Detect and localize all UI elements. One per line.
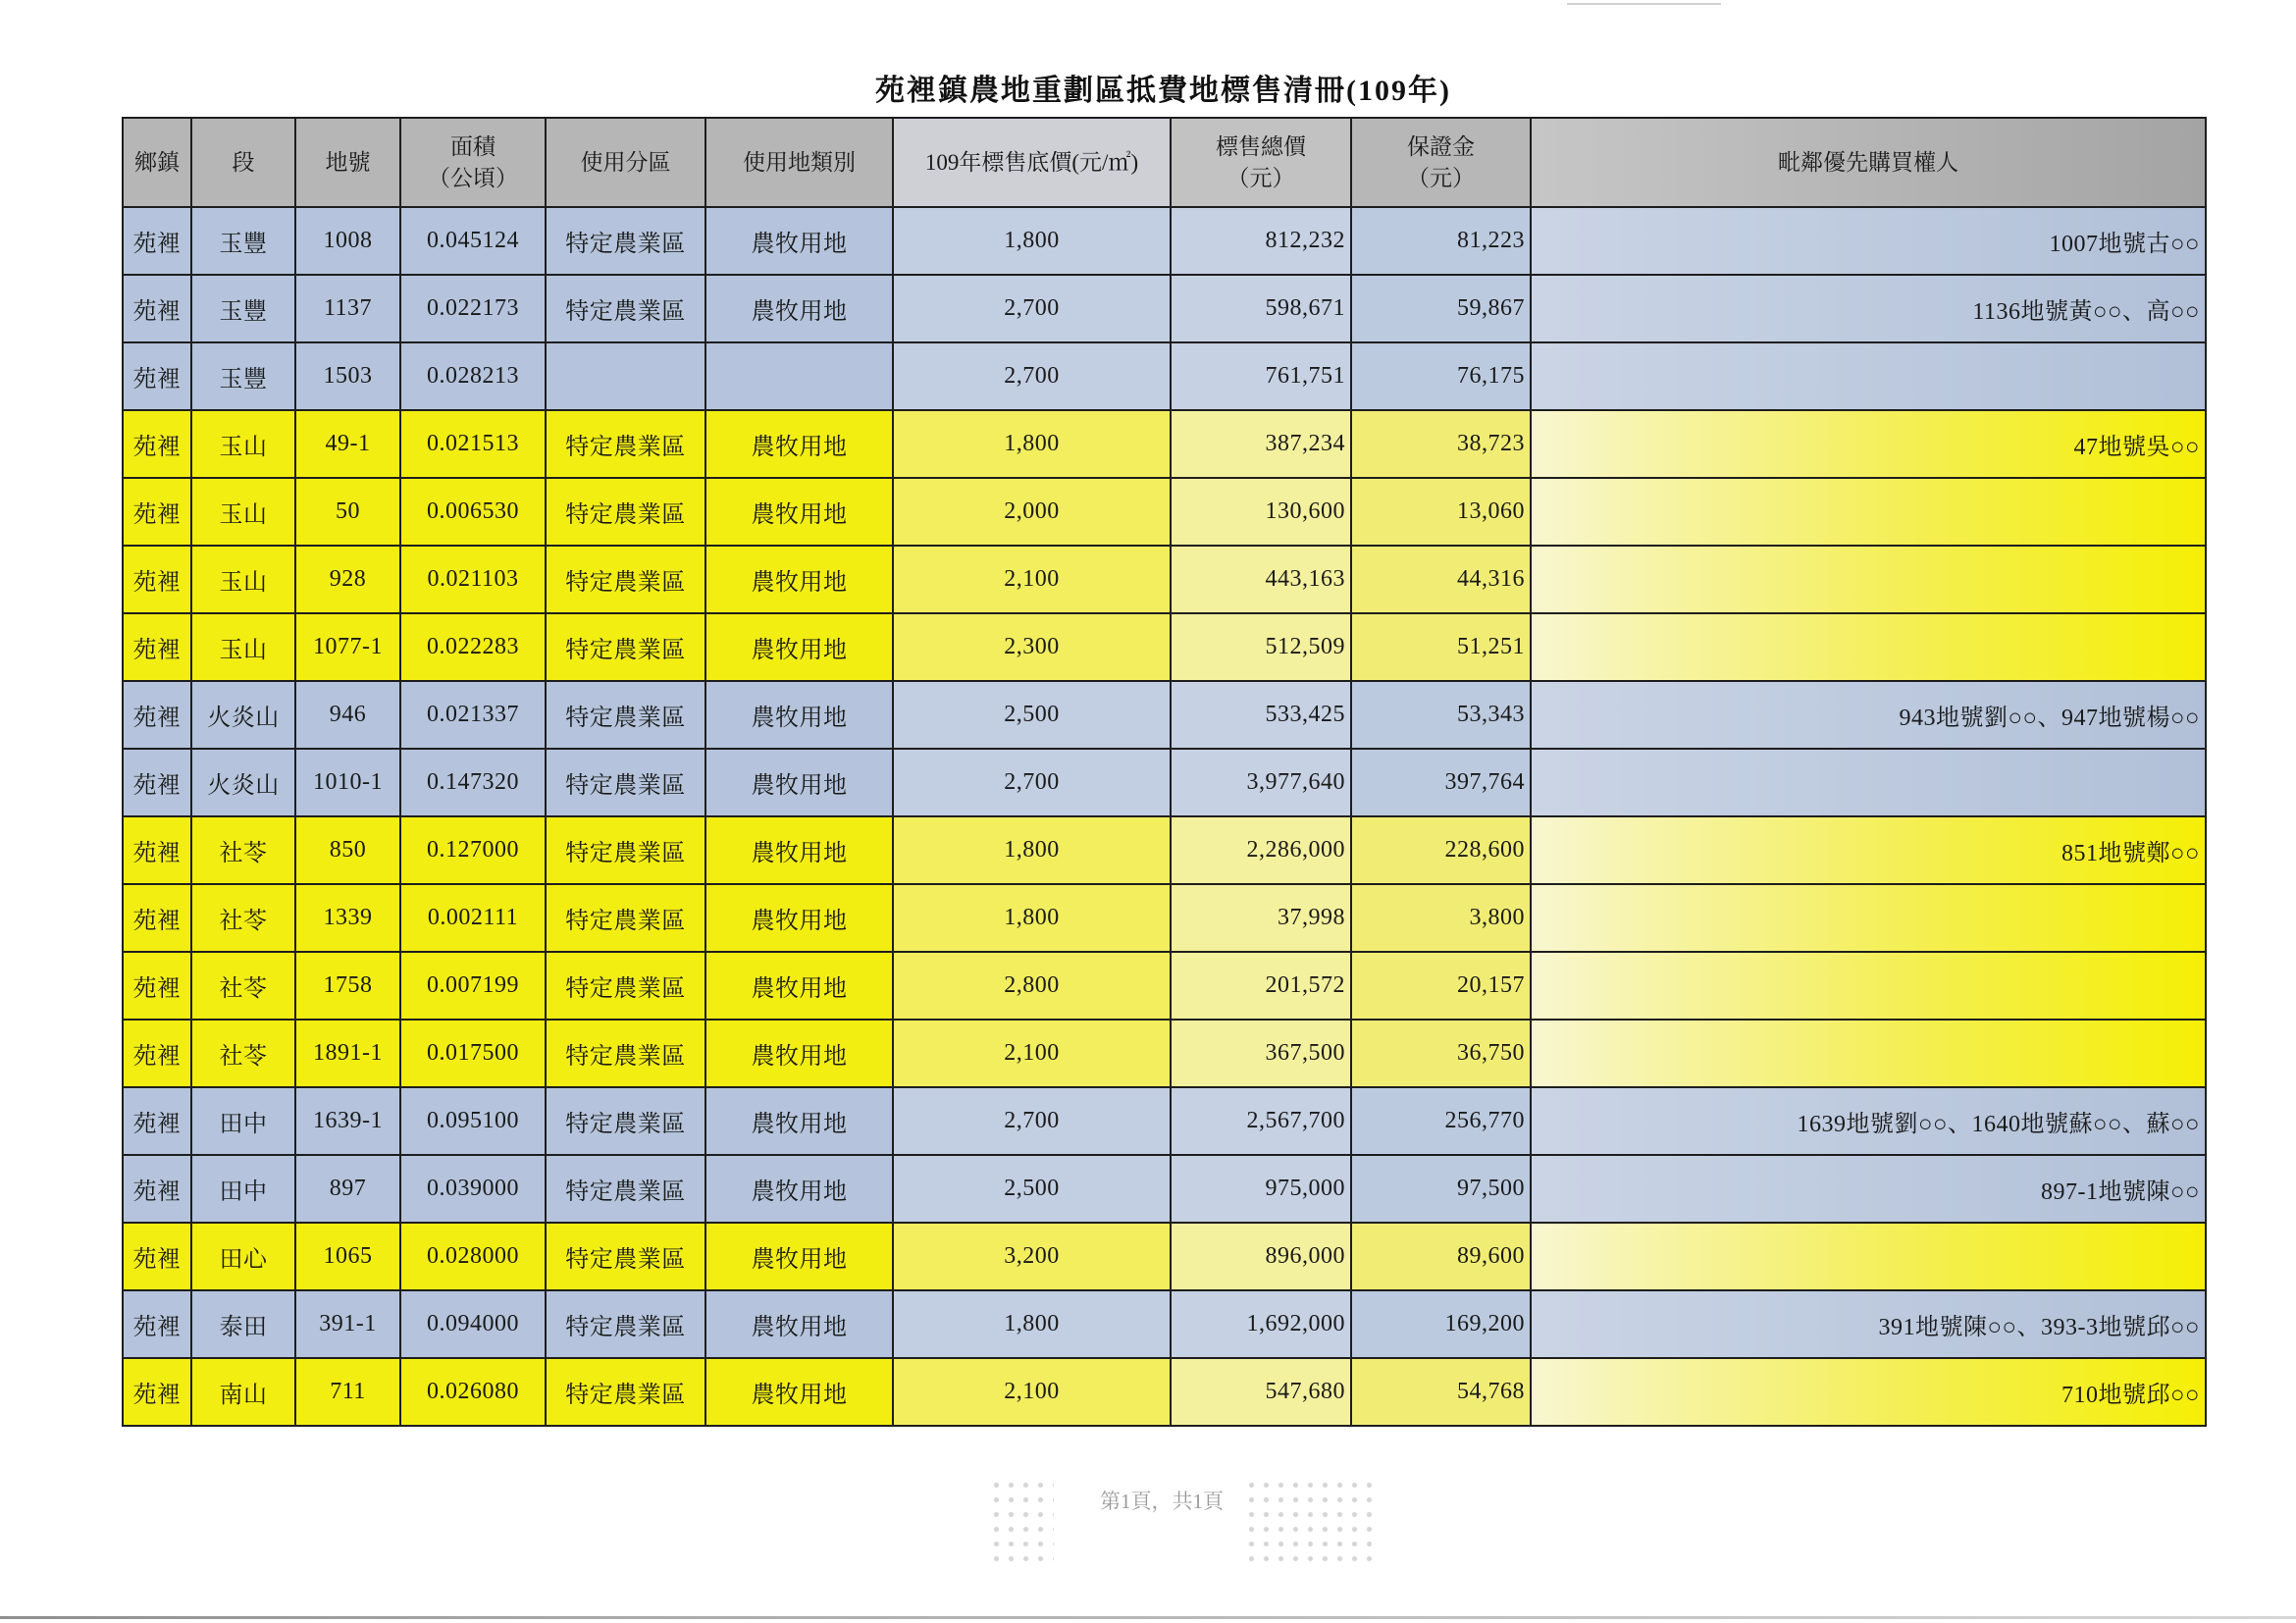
cell-adjacent-priority: 710地號邱○○	[1531, 1358, 2206, 1426]
cell-base-price: 1,800	[893, 816, 1171, 884]
cell-area-ha: 0.095100	[400, 1087, 546, 1155]
cell-deposit: 13,060	[1351, 478, 1531, 546]
header-total-price-label: 標售總價	[1216, 133, 1306, 159]
scan-dot-pattern	[989, 1478, 1054, 1562]
cell-base-price: 3,200	[893, 1223, 1171, 1290]
cell-total-price: 761,751	[1171, 342, 1351, 410]
cell-total-price: 2,567,700	[1171, 1087, 1351, 1155]
cell-zoning: 特定農業區	[546, 1290, 705, 1358]
cell-base-price: 2,300	[893, 613, 1171, 681]
cell-adjacent-priority: 47地號吳○○	[1531, 410, 2206, 478]
cell-total-price: 1,692,000	[1171, 1290, 1351, 1358]
header-area-label: 面積	[450, 133, 496, 159]
cell-deposit: 20,157	[1351, 952, 1531, 1020]
cell-section: 火炎山	[191, 681, 295, 749]
cell-lot-no: 1339	[295, 884, 400, 952]
cell-base-price: 2,800	[893, 952, 1171, 1020]
cell-section: 社苓	[191, 952, 295, 1020]
table-row	[123, 681, 2206, 749]
cell-lot-no: 1010-1	[295, 749, 400, 816]
table-row	[123, 816, 2206, 884]
cell-deposit: 36,750	[1351, 1020, 1531, 1087]
land-sale-register-table	[122, 117, 2207, 1427]
cell-land-use: 農牧用地	[705, 1155, 893, 1223]
cell-area-ha: 0.127000	[400, 816, 546, 884]
cell-deposit: 256,770	[1351, 1087, 1531, 1155]
cell-area-ha: 0.045124	[400, 207, 546, 275]
cell-land-use: 農牧用地	[705, 207, 893, 275]
cell-area-ha: 0.006530	[400, 478, 546, 546]
cell-lot-no: 1891-1	[295, 1020, 400, 1087]
table-row	[123, 1290, 2206, 1358]
cell-land-use: 農牧用地	[705, 613, 893, 681]
cell-base-price: 2,700	[893, 749, 1171, 816]
cell-township: 苑裡	[123, 952, 191, 1020]
cell-section: 社苓	[191, 816, 295, 884]
cell-zoning	[546, 342, 705, 410]
table-row	[123, 410, 2206, 478]
cell-total-price: 512,509	[1171, 613, 1351, 681]
cell-zoning: 特定農業區	[546, 816, 705, 884]
cell-township: 苑裡	[123, 478, 191, 546]
cell-lot-no: 1008	[295, 207, 400, 275]
cell-area-ha: 0.028000	[400, 1223, 546, 1290]
cell-zoning: 特定農業區	[546, 1020, 705, 1087]
cell-adjacent-priority	[1531, 613, 2206, 681]
table-body	[123, 207, 2206, 1426]
cell-lot-no: 850	[295, 816, 400, 884]
cell-land-use: 農牧用地	[705, 478, 893, 546]
cell-base-price: 1,800	[893, 207, 1171, 275]
header-base-price: 109年標售底價(元/㎡)	[893, 118, 1171, 207]
cell-zoning: 特定農業區	[546, 681, 705, 749]
cell-lot-no: 1503	[295, 342, 400, 410]
cell-adjacent-priority: 897-1地號陳○○	[1531, 1155, 2206, 1223]
cell-area-ha: 0.021103	[400, 546, 546, 613]
cell-township: 苑裡	[123, 1223, 191, 1290]
cell-deposit: 51,251	[1351, 613, 1531, 681]
cell-deposit: 3,800	[1351, 884, 1531, 952]
table-row	[123, 613, 2206, 681]
cell-deposit: 44,316	[1351, 546, 1531, 613]
header-deposit	[1351, 118, 1531, 207]
cell-deposit: 38,723	[1351, 410, 1531, 478]
cell-total-price: 3,977,640	[1171, 749, 1351, 816]
cell-lot-no: 391-1	[295, 1290, 400, 1358]
cell-land-use: 農牧用地	[705, 681, 893, 749]
cell-township: 苑裡	[123, 613, 191, 681]
cell-adjacent-priority: 1136地號黃○○、高○○	[1531, 275, 2206, 342]
cell-section: 玉山	[191, 546, 295, 613]
cell-adjacent-priority	[1531, 1020, 2206, 1087]
cell-total-price: 896,000	[1171, 1223, 1351, 1290]
cell-land-use: 農牧用地	[705, 952, 893, 1020]
table-row	[123, 884, 2206, 952]
cell-area-ha: 0.094000	[400, 1290, 546, 1358]
cell-total-price: 533,425	[1171, 681, 1351, 749]
cell-section: 社苓	[191, 884, 295, 952]
header-area	[400, 118, 546, 207]
cell-total-price: 367,500	[1171, 1020, 1351, 1087]
cell-land-use: 農牧用地	[705, 1020, 893, 1087]
cell-deposit: 76,175	[1351, 342, 1531, 410]
cell-area-ha: 0.007199	[400, 952, 546, 1020]
cell-lot-no: 1077-1	[295, 613, 400, 681]
cell-land-use: 農牧用地	[705, 1358, 893, 1426]
cell-land-use: 農牧用地	[705, 884, 893, 952]
cell-zoning: 特定農業區	[546, 1358, 705, 1426]
cell-deposit: 228,600	[1351, 816, 1531, 884]
cell-base-price: 2,700	[893, 342, 1171, 410]
cell-area-ha: 0.021513	[400, 410, 546, 478]
header-land-use: 使用地類別	[705, 118, 893, 207]
cell-section: 田中	[191, 1087, 295, 1155]
cell-adjacent-priority: 851地號鄭○○	[1531, 816, 2206, 884]
cell-lot-no: 49-1	[295, 410, 400, 478]
cell-total-price: 812,232	[1171, 207, 1351, 275]
cell-township: 苑裡	[123, 342, 191, 410]
cell-lot-no: 897	[295, 1155, 400, 1223]
cell-land-use: 農牧用地	[705, 1290, 893, 1358]
cell-section: 田中	[191, 1155, 295, 1223]
cell-land-use: 農牧用地	[705, 546, 893, 613]
header-township: 鄉鎮	[123, 118, 191, 207]
scan-artifact-line	[1567, 3, 1721, 5]
cell-adjacent-priority	[1531, 478, 2206, 546]
table-row	[123, 952, 2206, 1020]
cell-deposit: 59,867	[1351, 275, 1531, 342]
cell-section: 玉山	[191, 613, 295, 681]
cell-total-price: 130,600	[1171, 478, 1351, 546]
cell-township: 苑裡	[123, 1155, 191, 1223]
cell-lot-no: 946	[295, 681, 400, 749]
cell-section: 玉山	[191, 478, 295, 546]
cell-section: 田心	[191, 1223, 295, 1290]
cell-adjacent-priority	[1531, 546, 2206, 613]
cell-township: 苑裡	[123, 1358, 191, 1426]
cell-zoning: 特定農業區	[546, 410, 705, 478]
page-number: 第1頁，共1頁	[1100, 1490, 1224, 1513]
cell-section: 玉豐	[191, 275, 295, 342]
cell-township: 苑裡	[123, 546, 191, 613]
header-section: 段	[191, 118, 295, 207]
cell-base-price: 1,800	[893, 884, 1171, 952]
table-row	[123, 546, 2206, 613]
cell-deposit: 53,343	[1351, 681, 1531, 749]
cell-total-price: 2,286,000	[1171, 816, 1351, 884]
cell-deposit: 97,500	[1351, 1155, 1531, 1223]
cell-area-ha: 0.002111	[400, 884, 546, 952]
cell-area-ha: 0.028213	[400, 342, 546, 410]
cell-township: 苑裡	[123, 410, 191, 478]
cell-base-price: 2,700	[893, 275, 1171, 342]
cell-township: 苑裡	[123, 1290, 191, 1358]
table-row	[123, 1020, 2206, 1087]
cell-section: 南山	[191, 1358, 295, 1426]
table-row	[123, 1155, 2206, 1223]
cell-area-ha: 0.021337	[400, 681, 546, 749]
cell-zoning: 特定農業區	[546, 207, 705, 275]
document-title: 苑裡鎮農地重劃區抵費地標售清冊(109年)	[875, 75, 1451, 107]
cell-adjacent-priority: 391地號陳○○、393-3地號邱○○	[1531, 1290, 2206, 1358]
cell-land-use: 農牧用地	[705, 410, 893, 478]
cell-base-price: 2,000	[893, 478, 1171, 546]
cell-deposit: 397,764	[1351, 749, 1531, 816]
cell-zoning: 特定農業區	[546, 275, 705, 342]
cell-area-ha: 0.022283	[400, 613, 546, 681]
cell-lot-no: 928	[295, 546, 400, 613]
cell-section: 玉山	[191, 410, 295, 478]
cell-land-use: 農牧用地	[705, 275, 893, 342]
cell-lot-no: 1639-1	[295, 1087, 400, 1155]
cell-total-price: 37,998	[1171, 884, 1351, 952]
table-row	[123, 749, 2206, 816]
cell-zoning: 特定農業區	[546, 613, 705, 681]
cell-section: 社苓	[191, 1020, 295, 1087]
header-deposit-label: 保證金	[1407, 133, 1475, 159]
cell-adjacent-priority: 1639地號劉○○、1640地號蘇○○、蘇○○	[1531, 1087, 2206, 1155]
cell-zoning: 特定農業區	[546, 478, 705, 546]
cell-land-use: 農牧用地	[705, 816, 893, 884]
table-row	[123, 1087, 2206, 1155]
cell-base-price: 2,100	[893, 546, 1171, 613]
cell-section: 玉豐	[191, 207, 295, 275]
cell-land-use: 農牧用地	[705, 1087, 893, 1155]
cell-zoning: 特定農業區	[546, 546, 705, 613]
cell-adjacent-priority	[1531, 749, 2206, 816]
cell-section: 泰田	[191, 1290, 295, 1358]
cell-zoning: 特定農業區	[546, 1155, 705, 1223]
header-total-price-unit: （元）	[1226, 165, 1295, 190]
cell-land-use: 農牧用地	[705, 749, 893, 816]
cell-area-ha: 0.147320	[400, 749, 546, 816]
cell-total-price: 547,680	[1171, 1358, 1351, 1426]
cell-zoning: 特定農業區	[546, 884, 705, 952]
cell-township: 苑裡	[123, 884, 191, 952]
cell-deposit: 54,768	[1351, 1358, 1531, 1426]
cell-township: 苑裡	[123, 681, 191, 749]
cell-adjacent-priority	[1531, 952, 2206, 1020]
cell-township: 苑裡	[123, 749, 191, 816]
cell-area-ha: 0.017500	[400, 1020, 546, 1087]
cell-township: 苑裡	[123, 275, 191, 342]
table-row	[123, 342, 2206, 410]
cell-adjacent-priority	[1531, 1223, 2206, 1290]
cell-total-price: 387,234	[1171, 410, 1351, 478]
header-lot-no: 地號	[295, 118, 400, 207]
cell-township: 苑裡	[123, 1087, 191, 1155]
cell-area-ha: 0.039000	[400, 1155, 546, 1223]
cell-lot-no: 711	[295, 1358, 400, 1426]
cell-section: 玉豐	[191, 342, 295, 410]
cell-area-ha: 0.022173	[400, 275, 546, 342]
cell-zoning: 特定農業區	[546, 749, 705, 816]
header-total-price	[1171, 118, 1351, 207]
cell-deposit: 169,200	[1351, 1290, 1531, 1358]
cell-area-ha: 0.026080	[400, 1358, 546, 1426]
cell-total-price: 443,163	[1171, 546, 1351, 613]
cell-deposit: 89,600	[1351, 1223, 1531, 1290]
cell-adjacent-priority	[1531, 884, 2206, 952]
cell-adjacent-priority: 1007地號古○○	[1531, 207, 2206, 275]
cell-zoning: 特定農業區	[546, 952, 705, 1020]
table-row	[123, 478, 2206, 546]
cell-base-price: 1,800	[893, 1290, 1171, 1358]
table-row	[123, 275, 2206, 342]
cell-base-price: 2,500	[893, 1155, 1171, 1223]
scan-dot-pattern	[1244, 1478, 1378, 1562]
table-row	[123, 1358, 2206, 1426]
cell-lot-no: 50	[295, 478, 400, 546]
cell-lot-no: 1758	[295, 952, 400, 1020]
cell-total-price: 975,000	[1171, 1155, 1351, 1223]
cell-total-price: 201,572	[1171, 952, 1351, 1020]
cell-lot-no: 1137	[295, 275, 400, 342]
cell-zoning: 特定農業區	[546, 1087, 705, 1155]
cell-lot-no: 1065	[295, 1223, 400, 1290]
header-deposit-unit: （元）	[1407, 165, 1475, 190]
cell-adjacent-priority	[1531, 342, 2206, 410]
cell-base-price: 2,100	[893, 1020, 1171, 1087]
cell-adjacent-priority: 943地號劉○○、947地號楊○○	[1531, 681, 2206, 749]
cell-base-price: 2,500	[893, 681, 1171, 749]
cell-township: 苑裡	[123, 816, 191, 884]
header-row	[123, 118, 2206, 207]
header-zoning: 使用分區	[546, 118, 705, 207]
cell-land-use: 農牧用地	[705, 1223, 893, 1290]
cell-base-price: 1,800	[893, 410, 1171, 478]
scan-artifact-line	[0, 1616, 2296, 1619]
cell-section: 火炎山	[191, 749, 295, 816]
table-row	[123, 207, 2206, 275]
header-area-unit: （公頃）	[428, 165, 518, 190]
cell-deposit: 81,223	[1351, 207, 1531, 275]
cell-total-price: 598,671	[1171, 275, 1351, 342]
cell-zoning: 特定農業區	[546, 1223, 705, 1290]
cell-base-price: 2,700	[893, 1087, 1171, 1155]
cell-township: 苑裡	[123, 207, 191, 275]
table-row	[123, 1223, 2206, 1290]
header-adjacent-priority: 毗鄰優先購買權人	[1531, 118, 2206, 207]
cell-township: 苑裡	[123, 1020, 191, 1087]
cell-land-use	[705, 342, 893, 410]
cell-base-price: 2,100	[893, 1358, 1171, 1426]
